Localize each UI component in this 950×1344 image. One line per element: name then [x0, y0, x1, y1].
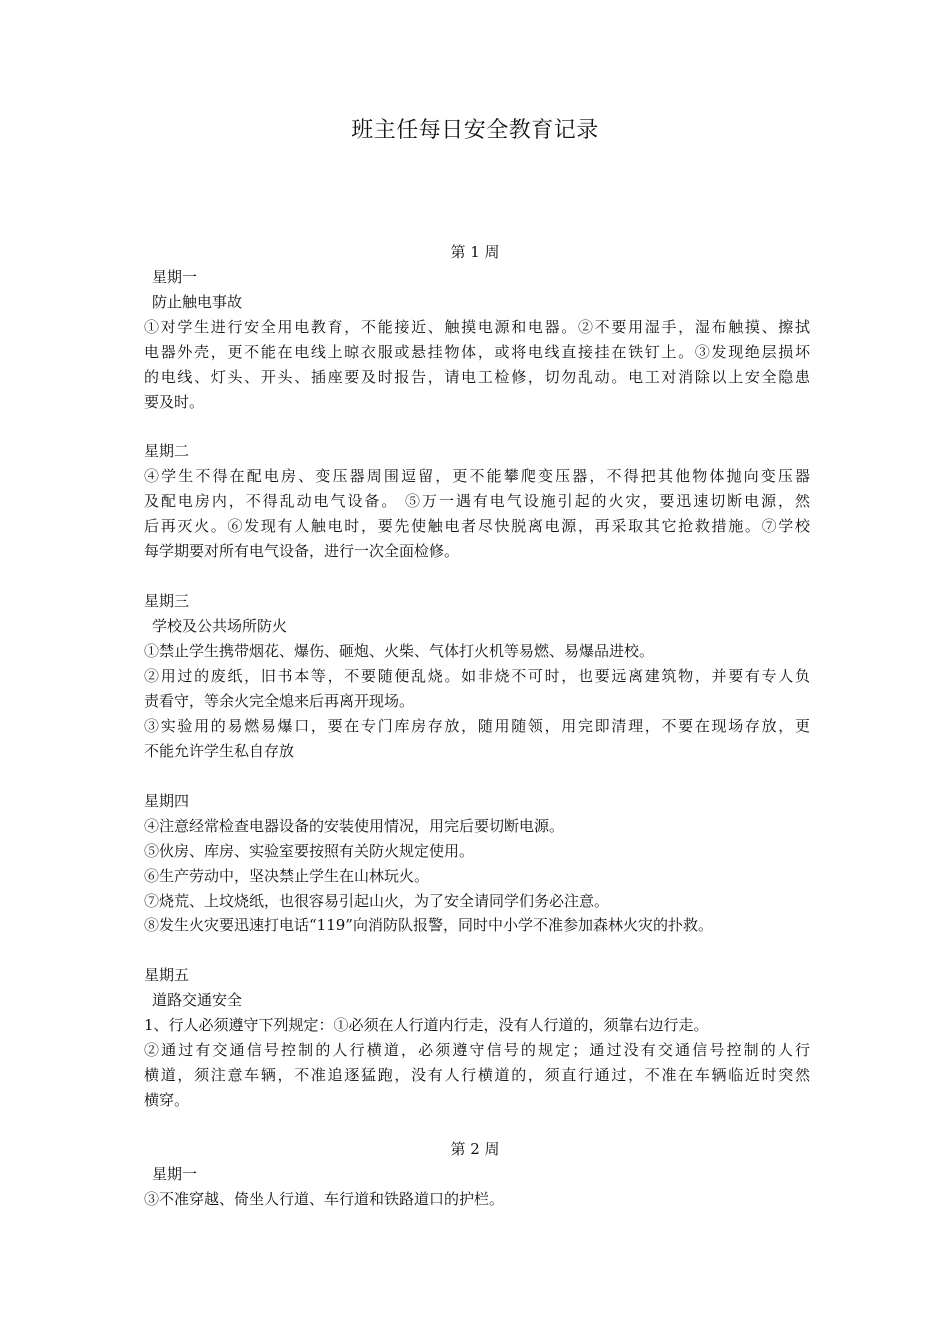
paragraph-line: ②用过的废纸，旧书本等，不要随便乱烧。如非烧不可时，也要远离建筑物，并要有专人负	[144, 667, 810, 685]
day-label: 星期三	[144, 592, 190, 610]
paragraph-line: 每学期要对所有电气设备，进行一次全面检修。	[144, 542, 460, 560]
paragraph-line: 后再灭火。⑥发现有人触电时，要先使触电者尽快脱离电源，再采取其它抢救措施。⑦学校	[144, 517, 810, 535]
paragraph-line: 1、行人必须遵守下列规定：①必须在人行道内行走，没有人行道的，须靠右边行走。	[144, 1016, 709, 1034]
paragraph-line: 横穿。	[144, 1091, 190, 1109]
paragraph-line: ⑤伙房、库房、实验室要按照有关防火规定使用。	[144, 842, 475, 860]
paragraph-line: ⑥生产劳动中，坚决禁止学生在山林玩火。	[144, 867, 430, 885]
page-title: 班主任每日安全教育记录	[351, 118, 599, 143]
paragraph-line: ①对学生进行安全用电教育，不能接近、触摸电源和电器。②不要用湿手，湿布触摸、擦拭	[144, 318, 810, 336]
week-heading: 第 1 周	[450, 243, 500, 261]
paragraph-line: 的电线、灯头、开头、插座要及时报告，请电工检修，切勿乱动。电工对消除以上安全隐患	[144, 368, 810, 386]
paragraph-line: ⑦烧荒、上坟烧纸，也很容易引起山火，为了安全请同学们务必注意。	[144, 892, 610, 910]
paragraph-line: 责看守，等余火完全熄来后再离开现场。	[144, 692, 415, 710]
paragraph-line: 不能允许学生私自存放	[144, 742, 295, 760]
paragraph-line: 横道，须注意车辆，不准追逐猛跑，没有人行横道的，须直行通过，不准在车辆临近时突然	[144, 1066, 810, 1084]
week-heading: 第 2 周	[450, 1140, 500, 1158]
paragraph-line: ③不准穿越、倚坐人行道、车行道和铁路道口的护栏。	[144, 1190, 505, 1208]
paragraph-line: ④注意经常检查电器设备的安装使用情况，用完后要切断电源。	[144, 817, 565, 835]
paragraph-line: 及配电房内，不得乱动电气设备。 ⑤万一遇有电气设施引起的火灾，要迅速切断电源，然	[144, 492, 810, 510]
paragraph-line: 要及时。	[144, 393, 205, 411]
day-label: 星期二	[144, 442, 190, 460]
topic-heading: 防止触电事故	[152, 293, 243, 311]
day-label: 星期四	[144, 792, 190, 810]
day-label: 星期五	[144, 966, 190, 984]
day-label: 星期一	[152, 1165, 198, 1183]
paragraph-line: ①禁止学生携带烟花、爆伤、砸炮、火柴、气体打火机等易燃、易爆品进校。	[144, 642, 655, 660]
day-label: 星期一	[152, 268, 198, 286]
paragraph-line: ④学生不得在配电房、变压器周围逗留，更不能攀爬变压器，不得把其他物体抛向变压器	[144, 467, 810, 485]
topic-heading: 学校及公共场所防火	[152, 617, 288, 635]
paragraph-line: 电器外壳，更不能在电线上晾衣服或悬挂物体，或将电线直接挂在铁钉上。③发现绝层损坏	[144, 343, 810, 361]
topic-heading: 道路交通安全	[152, 991, 243, 1009]
paragraph-line: ②通过有交通信号控制的人行横道，必须遵守信号的规定；通过没有交通信号控制的人行	[144, 1041, 810, 1059]
paragraph-line: ⑧发生火灾要迅速打电话“119”向消防队报警，同时中小学不准参加森林火灾的扑救。	[144, 916, 713, 934]
paragraph-line: ③实验用的易燃易爆口，要在专门库房存放，随用随领，用完即清理，不要在现场存放，更	[144, 717, 810, 735]
